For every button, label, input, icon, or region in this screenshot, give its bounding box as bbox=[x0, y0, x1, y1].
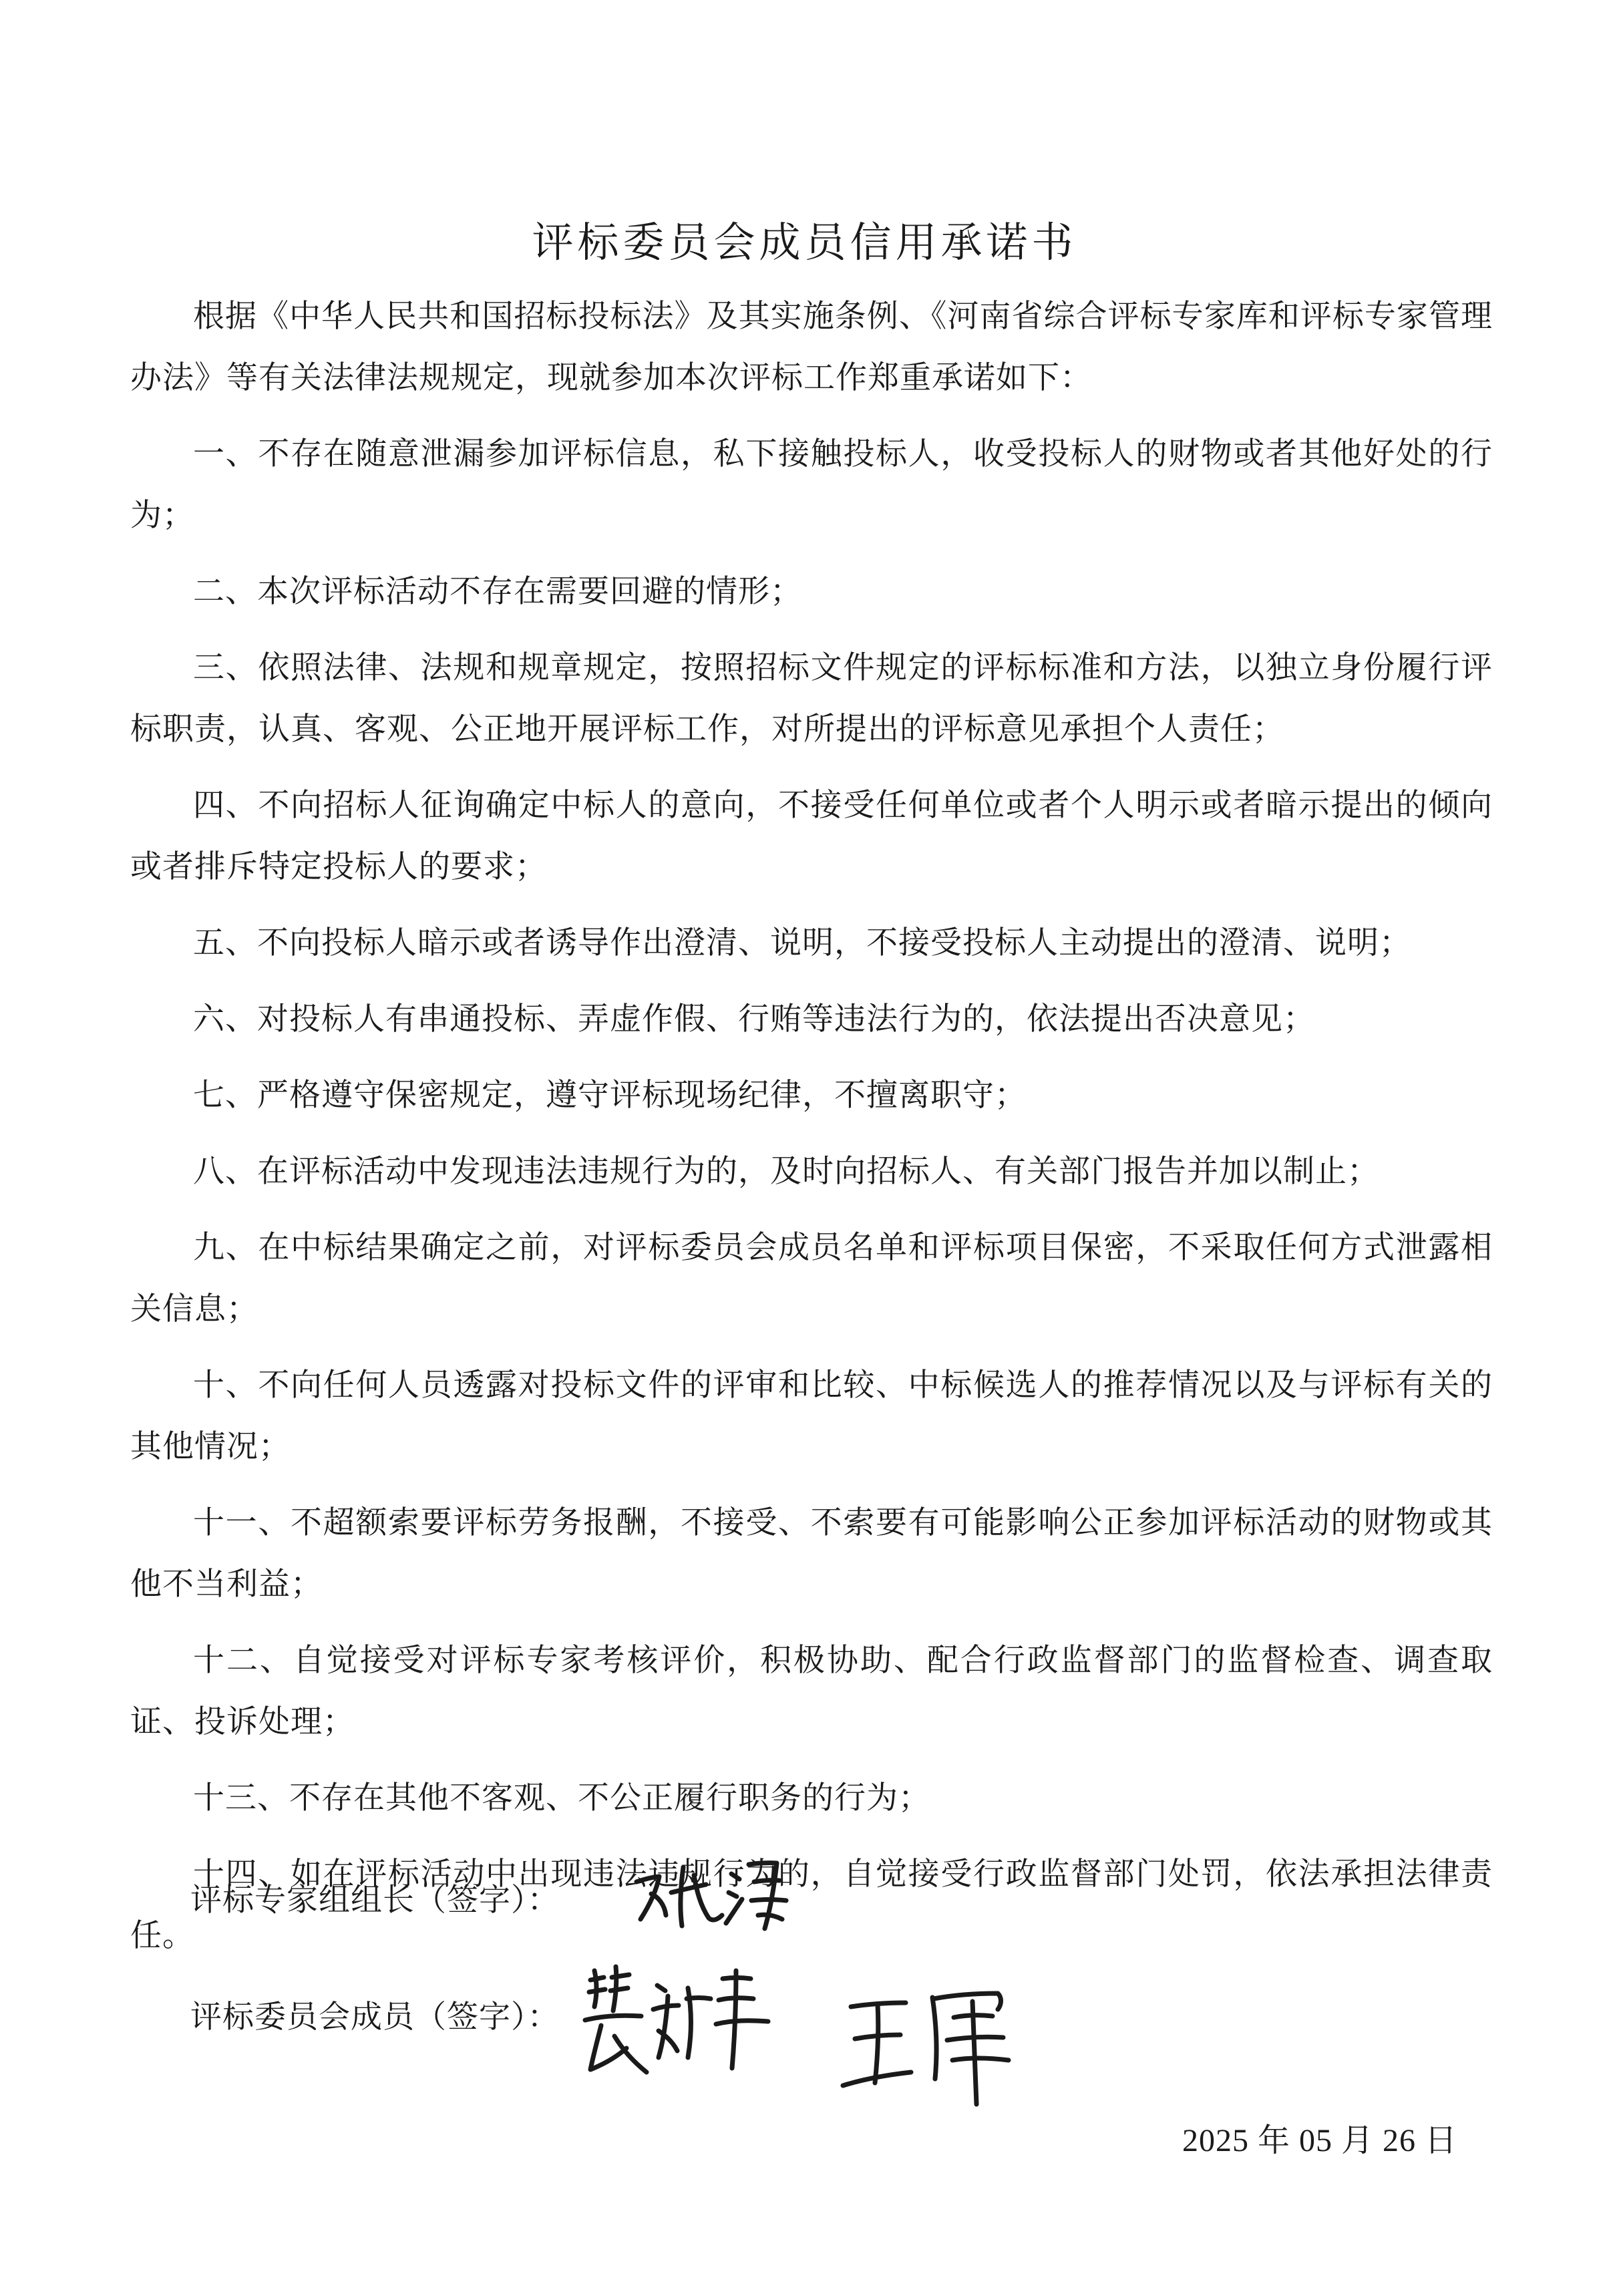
document-body bbox=[130, 286, 1493, 1981]
commitment-item: 四、不向招标人征询确定中标人的意向，不接受任何单位或者个人明示或者暗示提出的倾向或者排斥特定投标人的要求； bbox=[130, 787, 1493, 885]
commitment-item: 十四、如在评标活动中出现违法违规行为的，自觉接受行政监督部门处罚，依法承担法律责任。 bbox=[130, 1856, 1493, 1954]
commitment-item: 八、在评标活动中发现违法违规行为的，及时向招标人、有关部门报告并加以制止； bbox=[193, 1153, 1379, 1190]
commitment-item: 二、本次评标活动不存在需要回避的情形； bbox=[193, 573, 802, 610]
date-year: 2025 bbox=[1182, 2123, 1249, 2158]
members-signature-label: 评标委员会成员（签字）： bbox=[190, 1999, 560, 2035]
commitment-item: 十二、自觉接受对评标专家考核评价，积极协助、配合行政监督部门的监督检查、调查取证、投诉处理； bbox=[130, 1642, 1493, 1740]
signing-date bbox=[1182, 2118, 1457, 2164]
commitment-item: 九、在中标结果确定之前，对评标委员会成员名单和评标项目保密，不采取任何方式泄露相关信息； bbox=[130, 1229, 1493, 1327]
date-day: 26 bbox=[1383, 2123, 1417, 2158]
commitment-item: 十一、不超额索要评标劳务报酬，不接受、不索要有可能影响公正参加评标活动的财物或其他不当利益； bbox=[130, 1504, 1493, 1603]
date-year-unit: 年 bbox=[1258, 2123, 1291, 2158]
date-month: 05 bbox=[1299, 2123, 1333, 2158]
document-title: 评标委员会成员信用承诺书 bbox=[532, 218, 1077, 267]
commitment-item: 十、不向任何人员透露对投标文件的评审和比较、中标候选人的推荐情况以及与评标有关的其他情况； bbox=[130, 1367, 1493, 1465]
leader-handwritten-signature bbox=[624, 1840, 805, 1941]
commitment-item: 三、依照法律、法规和规章规定，按照招标文件规定的评标标准和方法，以独立身份履行评标职责，认真、客观、公正地开展评标工作，对所提出的评标意见承担个人责任； bbox=[130, 649, 1493, 748]
commitment-item: 五、不向投标人暗示或者诱导作出澄清、说明，不接受投标人主动提出的澄清、说明； bbox=[193, 925, 1411, 961]
date-day-unit: 日 bbox=[1425, 2123, 1458, 2158]
commitment-item: 十三、不存在其他不客观、不公正履行职务的行为； bbox=[193, 1780, 930, 1816]
commitment-item: 六、对投标人有串通投标、弄虚作假、行贿等违法行为的，依法提出否决意见； bbox=[193, 1001, 1315, 1037]
member-handwritten-signature bbox=[574, 1951, 795, 2091]
commitment-item: 一、不存在随意泄漏参加评标信息，私下接触投标人，收受投标人的财物或者其他好处的行为； bbox=[130, 436, 1493, 534]
commitment-item: 七、严格遵守保密规定，遵守评标现场纪律，不擅离职守； bbox=[193, 1077, 1027, 1114]
member-handwritten-signature bbox=[828, 1971, 1042, 2118]
intro-paragraph: 根据《中华人民共和国招标投标法》及其实施条例、《河南省综合评标专家库和评标专家管理办法》等有关法律法规规定，现就参加本次评标工作郑重承诺如下： bbox=[130, 298, 1493, 396]
date-month-unit: 月 bbox=[1341, 2123, 1375, 2158]
leader-signature-label: 评标专家组组长（签字）： bbox=[190, 1882, 560, 1919]
